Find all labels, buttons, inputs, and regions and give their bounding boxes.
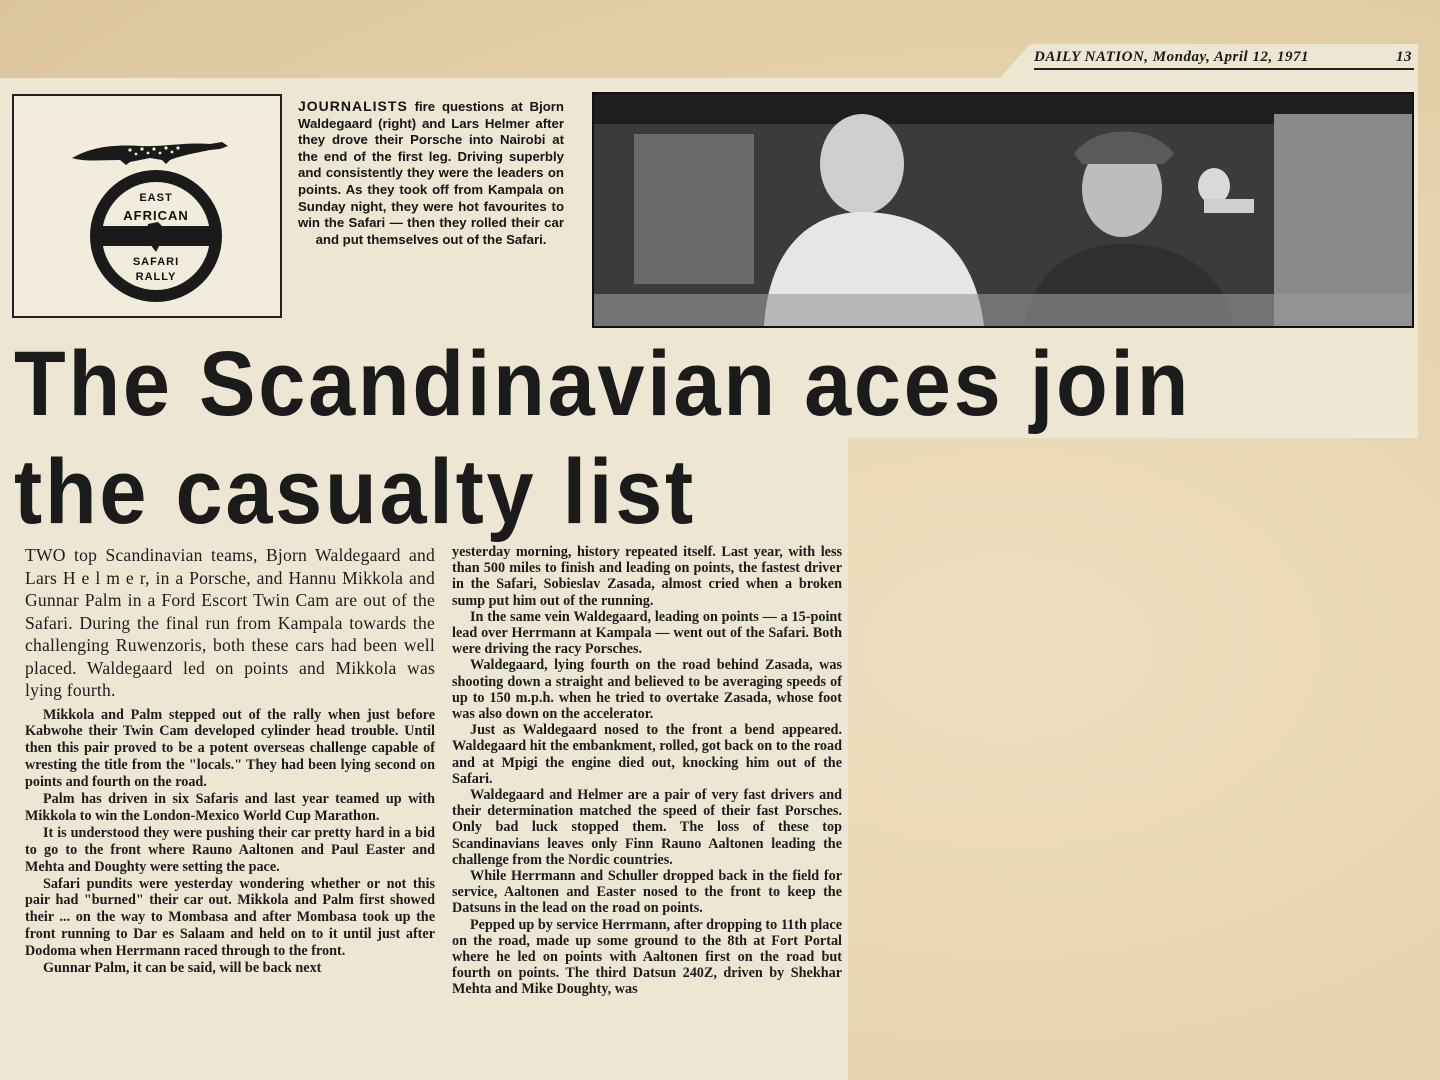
news-photo xyxy=(592,92,1414,328)
article-paragraph: Palm has driven in six Safaris and last year teamed up with Mikkola to win the London-Mexico World Cup Marathon. xyxy=(25,791,435,824)
article-paragraph: Waldegaard and Helmer are a pair of very fast drivers and their determination matched the speed of their fast Porsches. Only bad luck stopped them. The loss of these top Scandinavians leaves only Finn Rauno Aaltonen leading the challenge from the Nordic countries. xyxy=(452,787,842,868)
caption-lead: JOURNALISTS xyxy=(298,98,408,114)
article-paragraph: Safari pundits were yesterday wondering whether or not this pair had "burned" their car out. Mikkola and Palm first showed their ... on the way to Mombasa and after Mombasa took up the front running to Dar es Salaam and held on to it until just after Dodoma when Herrmann raced through to the front. xyxy=(25,875,435,960)
emblem-line1: EAST xyxy=(139,192,173,204)
article-paragraph: Just as Waldegaard nosed to the front a bend appeared. Waldegaard hit the embankment, rolled, got back on to the road and at Mpigi the engine died out, knocking him out of the Safari. xyxy=(452,722,842,787)
article-paragraph: In the same vein Waldegaard, leading on points — a 15-point lead over Herrmann at Kampala — went out of the Safari. Both were driving the racy Porsches. xyxy=(452,608,842,658)
photo-illustration xyxy=(594,94,1412,326)
headline xyxy=(14,330,1302,546)
emblem-line4: RALLY xyxy=(135,271,177,283)
emblem-line3: SAFARI xyxy=(132,256,180,268)
photo-caption xyxy=(298,98,564,248)
article-paragraph: Mikkola and Palm stepped out of the rally when just before Kabwohe their Twin Cam developed cylinder head trouble. Until then this pair proved to be a potent overseas challenge capable of wresting the title from the "locals." They had been lying second on points and fourth on the road. xyxy=(25,706,435,791)
headline-line1: The Scandinavian aces join xyxy=(14,333,1192,435)
article-paragraph: Pepped up by service Herrmann, after dropping to 11th place on the road, made up some ground to the 8th at Fort Portal where he led on points with Aaltonen first on the road but fourth on points. The third Datsun 240Z, driven by Shekhar Mehta and Mike Doughty, was xyxy=(452,916,842,998)
emblem-line2: AFRICAN xyxy=(123,208,189,223)
article-paragraph: Gunnar Palm, it can be said, will be back next xyxy=(43,960,322,977)
article-paragraph: It is understood they were pushing their car pretty hard in a bid to go to the front where Rauno Aaltonen and Paul Easter and Mehta and Doughty were setting the pace. xyxy=(25,824,435,875)
headline-line2: the casualty list xyxy=(14,441,696,543)
article-paragraph: yesterday morning, history repeated itself. Last year, with less than 500 miles to finish and leading on points, the fastest driver in the Safari, Sobieslav Zasada, almost cried when a broken sump put him out of the running. xyxy=(452,544,842,609)
cheetah-icon xyxy=(70,136,230,166)
article-paragraph: Waldegaard, lying fourth on the road behind Zasada, was shooting down a straight and believed to be averaging speeds of up to 150 m.p.h. when he tried to overtake Zasada, whose foot was also down on the accelerator. xyxy=(452,657,842,723)
dateline xyxy=(1034,49,1414,70)
rally-emblem xyxy=(86,166,226,306)
safari-rally-logo xyxy=(12,94,282,318)
caption-text: fire questions at Bjorn Waldegaard (right) and Lars Helmer after they drove their Porsche into Nairobi at the end of the first leg. Driving superbly and consistently they were the leaders on points. As they took off from Kampala on Sunday night, they were hot favourites to win the Safari — then they rolled their car and put themselves out of the Safari. xyxy=(298,99,564,247)
dateline-text: DAILY NATION, Monday, April 12, 1971 xyxy=(1034,49,1309,65)
article-paragraph: While Herrmann and Schuller dropped back in the field for service, Aaltonen and Easter nosed to the front to keep the Datsuns in the lead on the road on points. xyxy=(452,868,842,917)
article-intro: TWO top Scandinavian teams, Bjorn Waldegaard and Lars H e l m e r, in a Porsche, and Hannu Mikkola and Gunnar Palm in a Ford Escort Twin Cam are out of the Safari. During the final run from Kampala towards the challenging Ruwenzoris, both these cars had been well placed. Waldegaard led on points and Mikkola was lying fourth. xyxy=(25,545,435,700)
article-column-1 xyxy=(25,544,435,977)
page-number: 13 xyxy=(1396,49,1412,65)
article-column-2 xyxy=(452,544,842,998)
